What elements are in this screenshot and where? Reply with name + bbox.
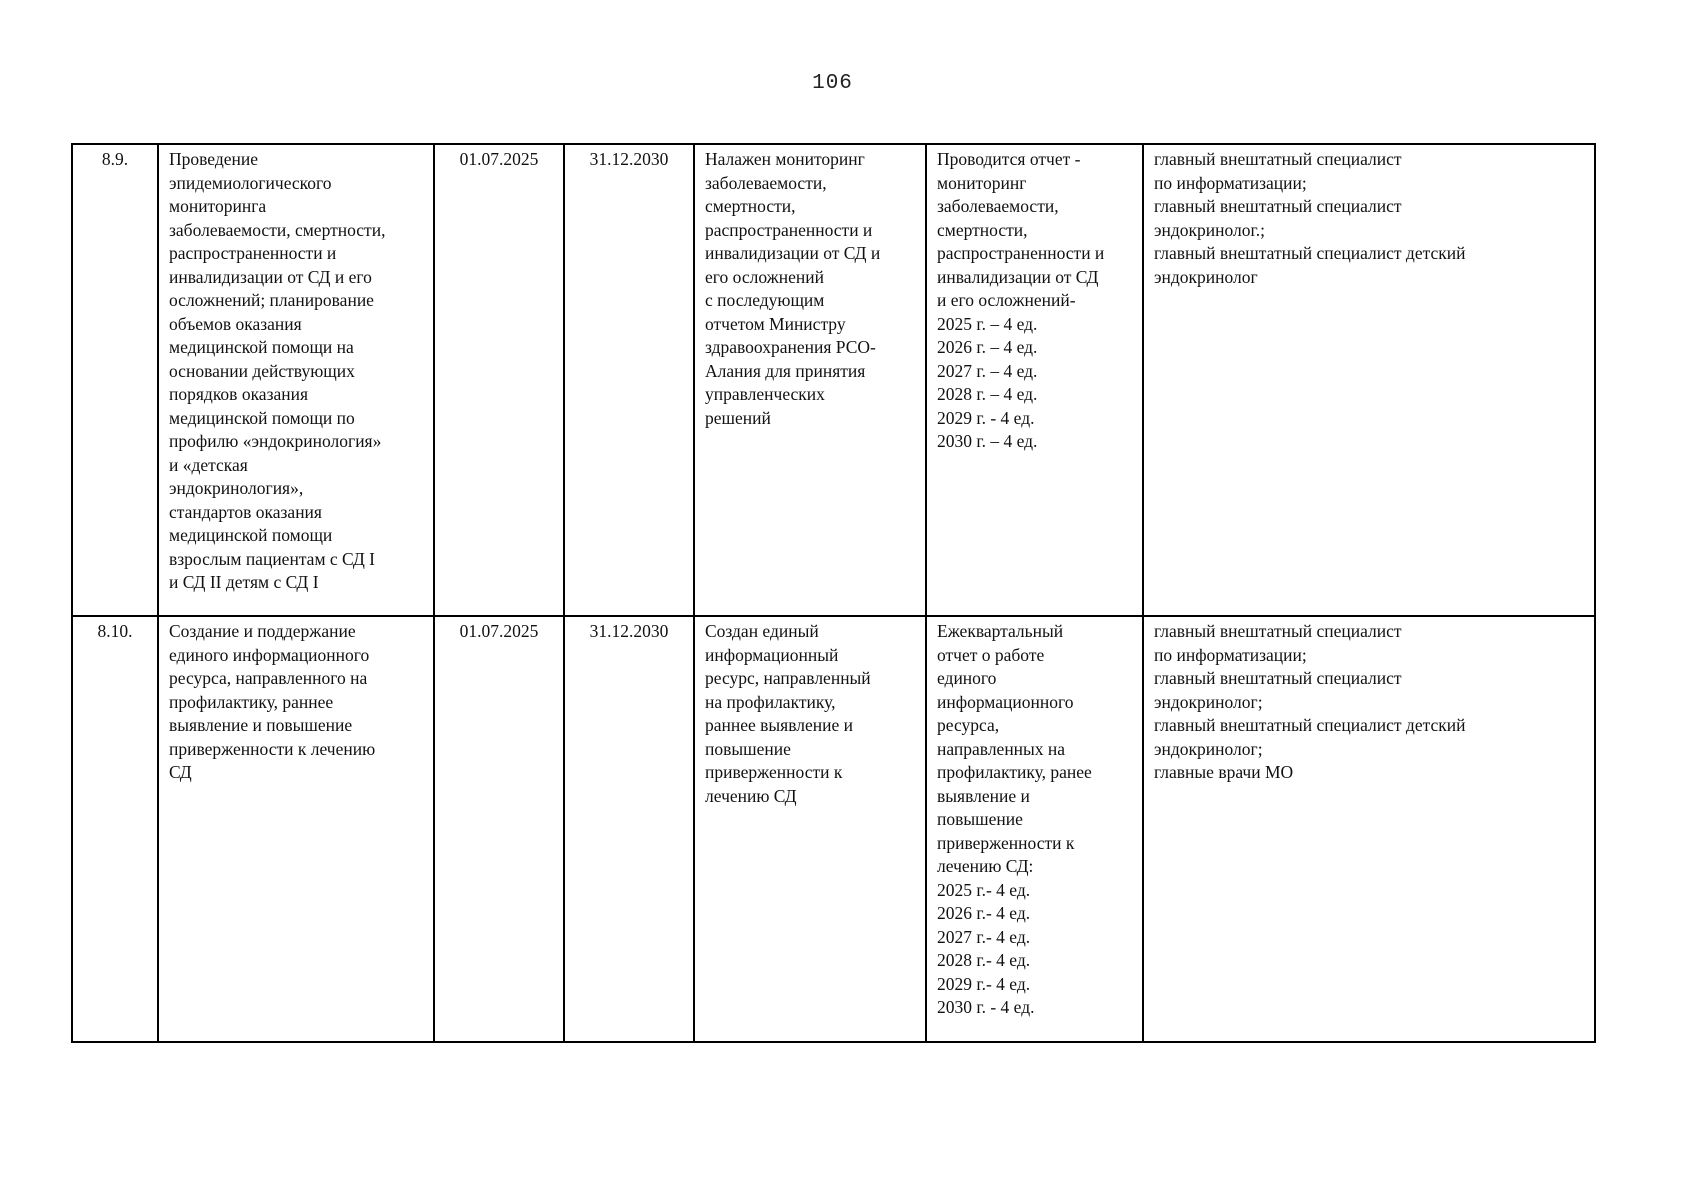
- text-line: единого информационного: [169, 644, 370, 665]
- text-line: эпидемиологического: [169, 172, 332, 193]
- text-line: главный внештатный специалист: [1154, 149, 1402, 169]
- text-line: по информатизации;: [1154, 172, 1307, 193]
- result-text: [705, 148, 915, 430]
- start-date-cell: 01.07.2025: [434, 144, 564, 616]
- text-line: 2028 г. – 4 ед.: [937, 384, 1038, 404]
- text-line: и СД II детям с СД I: [169, 572, 319, 592]
- text-line: мониторинга: [169, 196, 267, 216]
- responsible-cell: [1143, 144, 1595, 616]
- text-line: главный внештатный специалист: [1154, 196, 1402, 216]
- table-row: [72, 144, 1595, 616]
- text-line: единого: [937, 668, 997, 688]
- text-line: 2027 г. – 4 ед.: [937, 360, 1038, 381]
- text-line: стандартов оказания: [169, 501, 322, 522]
- text-line: порядков оказания: [169, 384, 309, 404]
- text-line: эндокринолог: [1154, 266, 1258, 287]
- text-line: приверженности к лечению: [169, 738, 376, 759]
- activity-table: [71, 143, 1596, 1043]
- result-cell: [694, 144, 926, 616]
- text-line: смертности,: [705, 196, 796, 216]
- control-text: [937, 620, 1132, 1020]
- text-line: эндокринолог.;: [1154, 219, 1265, 240]
- text-line: его осложнений: [705, 266, 824, 287]
- text-line: медицинской помощи на: [169, 337, 354, 357]
- text-line: направленных на: [937, 738, 1066, 759]
- event-text: [169, 620, 423, 785]
- text-line: решений: [705, 407, 771, 428]
- text-line: объемов оказания: [169, 313, 302, 334]
- text-line: по информатизации;: [1154, 644, 1307, 665]
- text-line: и его осложнений-: [937, 290, 1076, 310]
- text-line: 2025 г. – 4 ед.: [937, 313, 1038, 334]
- text-line: основании действующих: [169, 360, 355, 381]
- control-cell: [926, 616, 1143, 1042]
- text-line: лечению СД: [705, 785, 797, 806]
- text-line: мониторинг: [937, 172, 1027, 193]
- text-line: и «детская: [169, 454, 248, 475]
- control-text: [937, 148, 1132, 454]
- text-line: Создан единый: [705, 621, 819, 641]
- text-line: СД: [169, 762, 192, 782]
- text-line: осложнений; планирование: [169, 290, 374, 310]
- text-line: медицинской помощи: [169, 525, 333, 545]
- text-line: приверженности к: [705, 762, 843, 782]
- text-line: распространенности и: [169, 243, 337, 263]
- text-line: Создание и поддержание: [169, 621, 356, 641]
- text-line: эндокринолог;: [1154, 738, 1263, 759]
- text-line: 2026 г. – 4 ед.: [937, 337, 1038, 357]
- text-line: главный внештатный специалист детский: [1154, 715, 1466, 735]
- text-line: отчет о работе: [937, 644, 1045, 665]
- text-line: 2025 г.- 4 ед.: [937, 879, 1031, 900]
- text-line: 2029 г.- 4 ед.: [937, 973, 1031, 994]
- text-line: управленческих: [705, 384, 825, 404]
- text-line: профилактику, ранее: [937, 762, 1092, 782]
- text-line: 2028 г.- 4 ед.: [937, 950, 1031, 970]
- text-line: Алания для принятия: [705, 360, 866, 381]
- text-line: взрослым пациентам с СД I: [169, 548, 375, 569]
- result-text: [705, 620, 915, 808]
- text-line: отчетом Министру: [705, 313, 846, 334]
- text-line: инвалидизации от СД и его: [169, 266, 372, 287]
- text-line: профилактику, раннее: [169, 691, 334, 712]
- row-number-cell: 8.9.: [72, 144, 158, 616]
- page-number: 106: [812, 72, 853, 95]
- text-line: 2030 г. – 4 ед.: [937, 431, 1038, 451]
- text-line: ресурса, направленного на: [169, 668, 368, 688]
- event-text: [169, 148, 423, 595]
- text-line: главные врачи МО: [1154, 762, 1294, 782]
- text-line: главный внештатный специалист: [1154, 621, 1402, 641]
- text-line: ресурса,: [937, 715, 1000, 735]
- text-line: медицинской помощи по: [169, 407, 355, 428]
- responsible-text: [1154, 620, 1584, 785]
- text-line: распространенности и: [705, 219, 873, 240]
- text-line: смертности,: [937, 219, 1028, 240]
- text-line: ресурс, направленный: [705, 668, 871, 688]
- end-date-cell: 31.12.2030: [564, 144, 694, 616]
- text-line: распространенности и: [937, 243, 1105, 263]
- text-line: Ежеквартальный: [937, 621, 1064, 641]
- text-line: информационный: [705, 644, 839, 665]
- end-date-cell: 31.12.2030: [564, 616, 694, 1042]
- text-line: профилю «эндокринология»: [169, 431, 382, 451]
- text-line: здравоохранения РСО-: [705, 337, 876, 357]
- text-line: заболеваемости, смертности,: [169, 219, 386, 240]
- row-number-cell: 8.10.: [72, 616, 158, 1042]
- text-line: лечению СД:: [937, 856, 1034, 876]
- text-line: главный внештатный специалист детский: [1154, 243, 1466, 263]
- text-line: на профилактику,: [705, 691, 836, 712]
- result-cell: [694, 616, 926, 1042]
- text-line: главный внештатный специалист: [1154, 668, 1402, 688]
- text-line: информационного: [937, 691, 1074, 712]
- text-line: приверженности к: [937, 832, 1075, 853]
- responsible-text: [1154, 148, 1584, 289]
- text-line: Налажен мониторинг: [705, 149, 865, 169]
- text-line: повышение: [705, 738, 791, 759]
- control-cell: [926, 144, 1143, 616]
- event-cell: [158, 616, 434, 1042]
- responsible-cell: [1143, 616, 1595, 1042]
- text-line: заболеваемости,: [705, 172, 827, 193]
- text-line: Проводится отчет -: [937, 149, 1081, 169]
- text-line: эндокринолог;: [1154, 691, 1263, 712]
- text-line: эндокринология»,: [169, 478, 304, 498]
- text-line: 2030 г. - 4 ед.: [937, 997, 1035, 1017]
- text-line: заболеваемости,: [937, 196, 1059, 216]
- text-line: инвалидизации от СД и: [705, 243, 881, 263]
- text-line: 2026 г.- 4 ед.: [937, 903, 1031, 923]
- text-line: выявление и повышение: [169, 715, 353, 735]
- text-line: раннее выявление и: [705, 715, 853, 735]
- text-line: инвалидизации от СД: [937, 266, 1099, 287]
- table-row: [72, 616, 1595, 1042]
- text-line: 2029 г. - 4 ед.: [937, 407, 1035, 428]
- text-line: с последующим: [705, 290, 825, 310]
- text-line: 2027 г.- 4 ед.: [937, 926, 1031, 947]
- text-line: Проведение: [169, 149, 259, 169]
- event-cell: [158, 144, 434, 616]
- start-date-cell: 01.07.2025: [434, 616, 564, 1042]
- text-line: повышение: [937, 809, 1023, 829]
- text-line: выявление и: [937, 785, 1030, 806]
